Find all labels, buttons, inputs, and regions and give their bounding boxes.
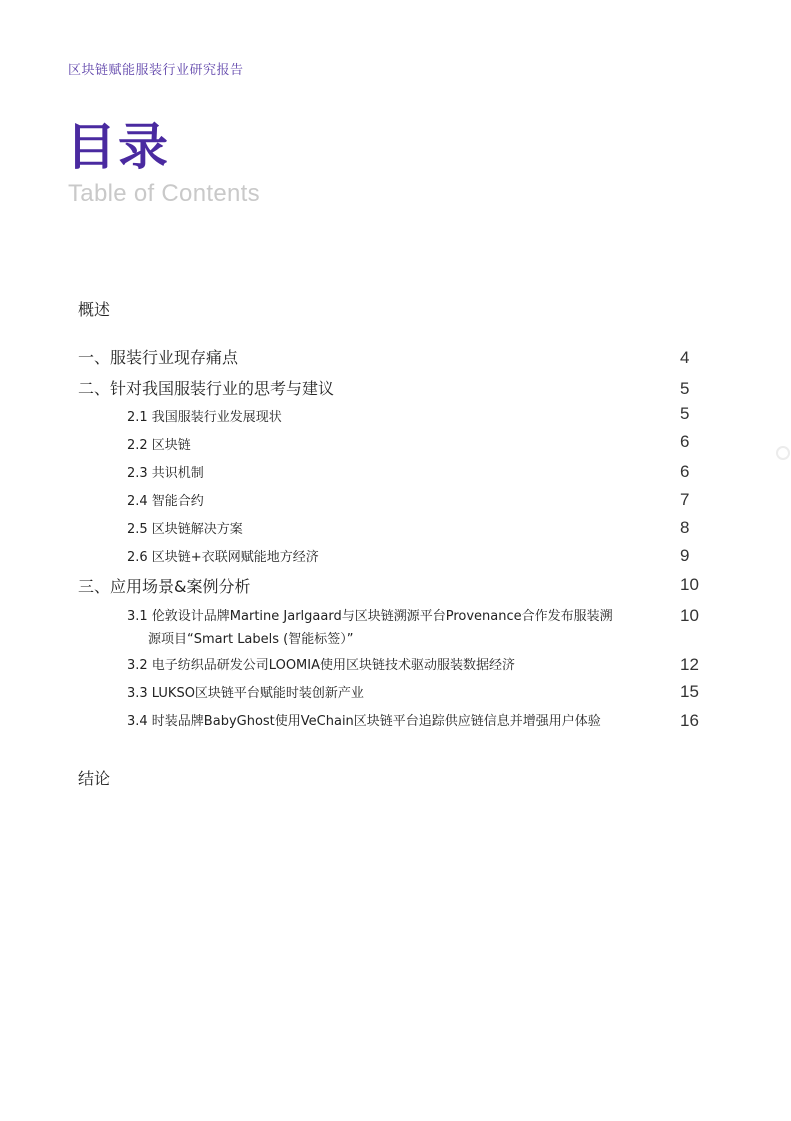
toc-entry-page: 5 [680, 404, 690, 423]
toc-entry-label: 3.2 电子纺织品研发公司LOOMIA使用区块链技术驱动服装数据经济 [127, 658, 515, 673]
toc-entry-page: 15 [680, 682, 699, 701]
toc-conclusion[interactable]: 结论 [78, 769, 111, 788]
toc-entry-label: 2.6 区块链+衣联网赋能地方经济 [127, 550, 319, 565]
toc-entry-label: 二、针对我国服装行业的思考与建议 [78, 379, 335, 398]
toc-entry-2-5[interactable] [0, 518, 791, 537]
toc-entry-label: 2.5 区块链解决方案 [127, 522, 243, 537]
toc-entry-page: 9 [680, 546, 690, 565]
page-subtitle: Table of Contents [68, 180, 260, 207]
toc-entry-section-3[interactable] [0, 574, 791, 596]
toc-entry-3-4[interactable] [0, 710, 791, 730]
toc-entry-page: 16 [680, 711, 699, 730]
toc-entry-section-1[interactable] [0, 345, 791, 367]
toc-entry-label: 一、服装行业现存痛点 [78, 348, 239, 367]
toc-entry-2-3[interactable] [0, 462, 791, 481]
toc-entry-page: 10 [680, 575, 699, 594]
toc-entry-page: 10 [680, 606, 699, 625]
toc-entry-label-continuation: 源项目“Smart Labels (智能标签）” [148, 632, 354, 647]
toc-entry-label: 2.2 区块链 [127, 438, 191, 453]
toc-entry-3-3[interactable] [0, 682, 791, 701]
toc-entry-3-1[interactable] [0, 605, 791, 647]
toc-entry-2-2[interactable] [0, 432, 791, 453]
toc-entry-page: 4 [680, 348, 690, 367]
toc-entry-page: 6 [680, 462, 690, 481]
toc-entry-label: 3.3 LUKSO区块链平台赋能时装创新产业 [127, 686, 364, 701]
toc-entry-label: 三、应用场景&案例分析 [78, 577, 251, 596]
toc-entry-page: 6 [680, 432, 690, 451]
toc-entry-page: 12 [680, 655, 699, 674]
toc-overview[interactable]: 概述 [78, 300, 111, 319]
toc-entry-2-4[interactable] [0, 490, 791, 509]
running-header: 区块链赋能服装行业研究报告 [68, 63, 244, 78]
toc-entry-page: 8 [680, 518, 690, 537]
toc-entry-label: 3.1 伦敦设计品牌Martine Jarlgaard与区块链溯源平台Provenance合作发布服装溯 [127, 609, 613, 624]
toc-entry-label: 2.3 共识机制 [127, 466, 204, 481]
toc-entry-label: 2.1 我国服装行业发展现状 [127, 410, 282, 425]
toc-entry-section-2[interactable] [0, 376, 791, 398]
toc-entry-2-6[interactable] [0, 546, 791, 565]
toc-entry-label: 2.4 智能合约 [127, 494, 204, 509]
toc-entry-label: 3.4 时装品牌BabyGhost使用VeChain区块链平台追踪供应链信息并增强用户体验 [127, 714, 601, 729]
toc-entry-2-1[interactable] [0, 404, 791, 425]
decorative-watermark-icon [776, 446, 790, 460]
toc-entry-page: 5 [680, 379, 690, 398]
toc-entry-3-2[interactable] [0, 654, 791, 674]
toc-entry-page: 7 [680, 490, 690, 509]
page-title: 目录 [66, 118, 170, 176]
